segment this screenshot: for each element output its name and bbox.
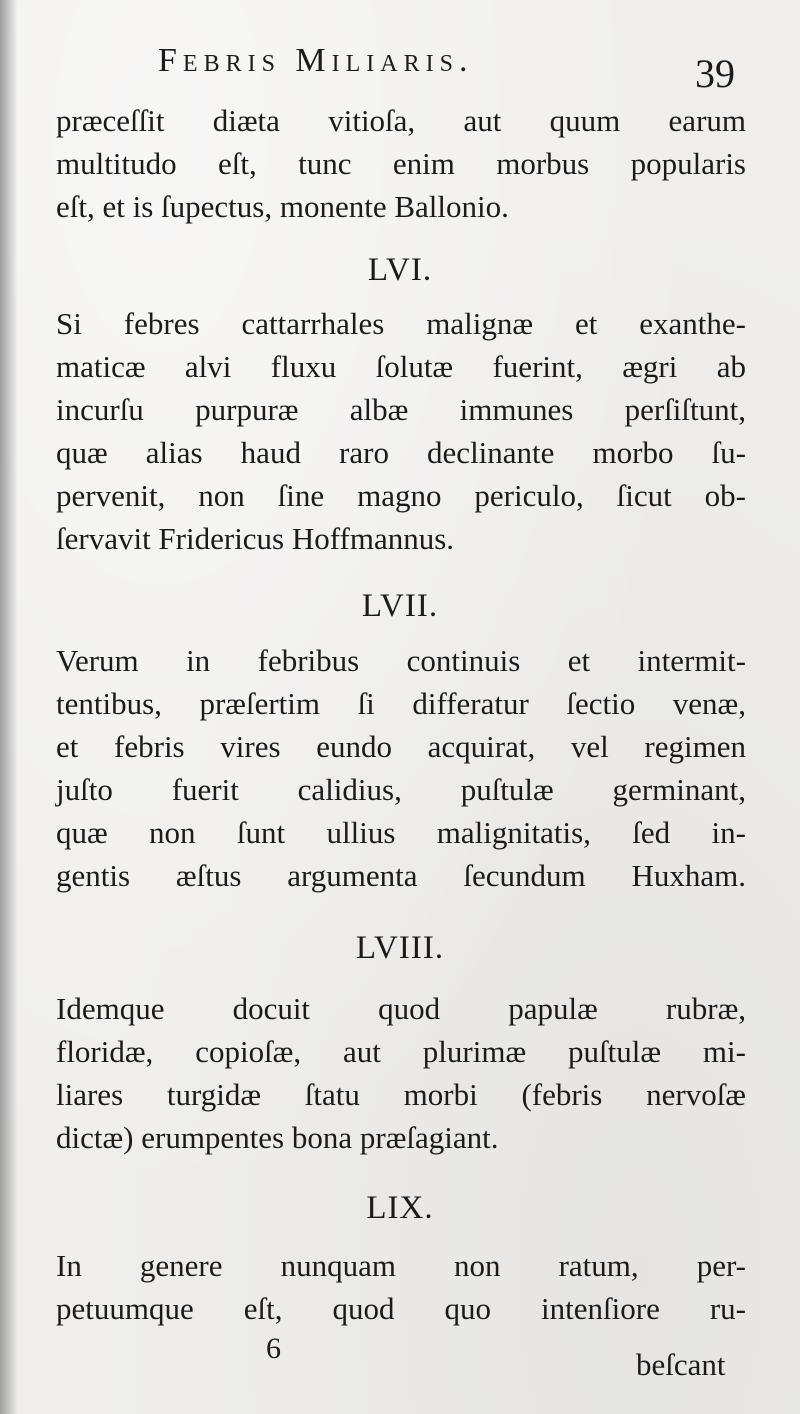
text-line: præceſſit diæta vitioſa, aut quum earum bbox=[56, 103, 746, 138]
text-line: Verum in febribus continuis et intermit- bbox=[56, 643, 746, 678]
text-line: petuumque eſt, quod quo intenſiore ru- bbox=[56, 1291, 746, 1326]
text-line: juſto fuerit calidius, puſtulæ germinant, bbox=[56, 772, 746, 807]
text-line: Idemque docuit quod papulæ rubræ, bbox=[56, 991, 746, 1026]
signature-mark: 6 bbox=[266, 1332, 281, 1365]
catchword: beſcant bbox=[636, 1347, 726, 1382]
section-heading: LVIII. bbox=[355, 930, 445, 966]
text-line: incurſu purpuræ albæ immunes perſiſtunt, bbox=[56, 392, 746, 427]
text-line: liares turgidæ ſtatu morbi (febris nervoſæ bbox=[56, 1077, 746, 1112]
text-line: gentis æſtus argumenta ſecundum Huxham. bbox=[56, 858, 746, 893]
page-header bbox=[0, 38, 800, 98]
text-line: Si febres cattarrhales malignæ et exanthe- bbox=[56, 306, 746, 341]
text-line: quæ alias haud raro declinante morbo ſu- bbox=[56, 435, 746, 470]
section-heading: LVII. bbox=[361, 588, 439, 624]
text-line: eſt, et is ſupectus, monente Ballonio. bbox=[56, 189, 509, 224]
text-line: maticæ alvi fluxu ſolutæ fuerint, ægri ab bbox=[56, 349, 746, 384]
page-number: 39 bbox=[695, 51, 735, 96]
section-heading: LIX. bbox=[366, 1190, 434, 1226]
text-line: et febris vires eundo acquirat, vel regimen bbox=[56, 729, 746, 764]
text-line: quæ non ſunt ullius malignitatis, ſed in- bbox=[56, 815, 746, 850]
section-heading: LVI. bbox=[367, 252, 433, 288]
text-line: In genere nunquam non ratum, per- bbox=[56, 1248, 746, 1283]
running-title: Febris Miliaris. bbox=[158, 42, 474, 79]
text-line: ſervavit Fridericus Hoffmannus. bbox=[56, 521, 455, 556]
text-line: floridæ, copioſæ, aut plurimæ puſtulæ mi- bbox=[56, 1034, 746, 1069]
text-line: dictæ) erumpentes bona præſagiant. bbox=[56, 1120, 499, 1155]
text-line: pervenit, non ſine magno periculo, ſicut ob- bbox=[56, 478, 746, 513]
text-line: multitudo eſt, tunc enim morbus popularis bbox=[56, 146, 746, 181]
text-line: tentibus, præſertim ſi differatur ſectio venæ, bbox=[56, 686, 746, 721]
